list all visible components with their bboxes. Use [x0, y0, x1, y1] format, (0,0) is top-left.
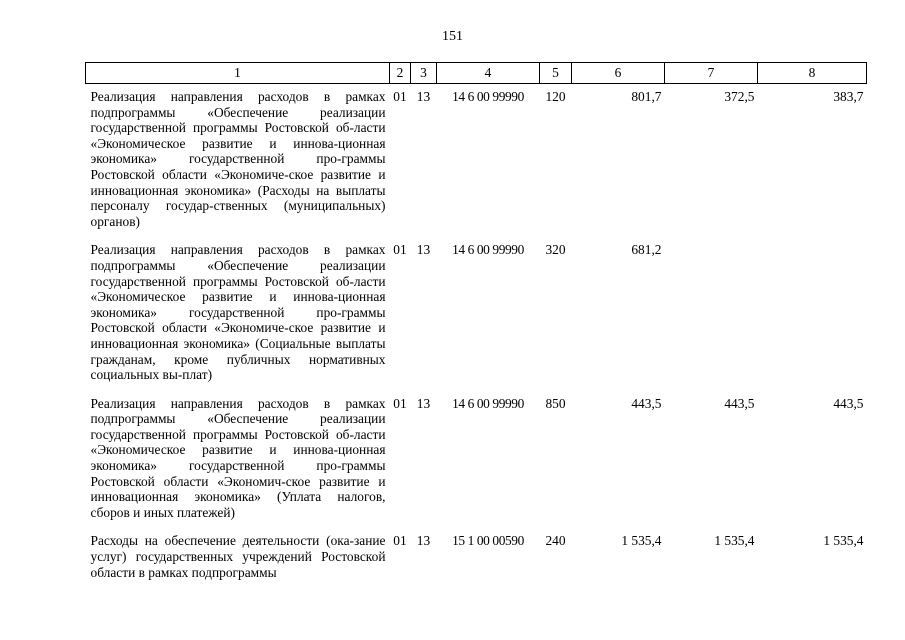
column-header-3: 3 — [411, 63, 437, 84]
expense-type-code: 240 — [545, 533, 566, 549]
amount-col-8: 383,7 — [833, 89, 864, 104]
page-number: 151 — [442, 29, 463, 44]
column-number-header — [86, 63, 867, 84]
subsection-code: 13 — [416, 533, 431, 549]
table-row — [86, 237, 867, 390]
subsection-code: 13 — [416, 395, 431, 411]
amount-col-6: 1 535,4 — [621, 533, 662, 549]
amount-col-7: 372,5 — [724, 89, 755, 104]
expense-description: Реализация направления расходов в рамках подпрограммы «Обеспечение реализации государственной программы Ростовской об-ласти «Экономическое развитие и иннова-ционная экономика» государственной про-граммы Ростовской области «Экономиче-ское развитие и инновационная экономика» (Расходы на выплаты персоналу государ-ственных (муниципальных) органов) — [90, 89, 386, 229]
expense-description: Реализация направления расходов в рамках подпрограммы «Обеспечение реализации государственной программы Ростовской об-ласти «Экономическое развитие и иннова-ционная экономика» государственной про-граммы Ростовской области «Экономич-ское развитие и инновационная экономика» (Уплата налогов, сборов и иных платежей) — [90, 395, 386, 520]
target-article-code: 14 6 00 99990 — [452, 395, 524, 411]
amount-col-6: 443,5 — [631, 395, 662, 411]
column-header-1: 1 — [86, 63, 390, 84]
section-code: 01 — [393, 395, 407, 411]
expense-description: Реализация направления расходов в рамках подпрограммы «Обеспечение реализации государственной программы Ростовской об-ласти «Экономическое развитие и иннова-ционная экономика» государственной про-граммы Ростовской области «Экономиче-ское развитие и инновационная экономика» (Социальные выплаты гражданам, кроме публичных нормативных социальных вы-плат) — [90, 242, 386, 383]
amount-col-8 — [758, 237, 867, 390]
amount-col-7: 443,5 — [724, 395, 755, 411]
amount-col-8: 443,5 — [833, 395, 864, 411]
table-row — [86, 84, 867, 238]
column-header-4: 4 — [437, 63, 540, 84]
column-header-5: 5 — [540, 63, 572, 84]
expense-description: Расходы на обеспечение деятельности (ока-зание услуг) государственных учреждений Ростовской области в рамках подпрограммы — [90, 533, 386, 580]
amount-col-8: 1 535,4 — [823, 533, 864, 549]
target-article-code: 15 1 00 00590 — [452, 533, 524, 549]
section-code: 01 — [393, 89, 407, 104]
expense-type-code: 320 — [545, 242, 566, 258]
target-article-code: 14 6 00 99990 — [452, 89, 524, 104]
column-header-6: 6 — [572, 63, 665, 84]
subsection-code: 13 — [416, 89, 431, 104]
section-code: 01 — [393, 533, 407, 549]
expense-type-code: 120 — [545, 89, 566, 104]
amount-col-7: 1 535,4 — [714, 533, 755, 549]
amount-col-6: 801,7 — [631, 89, 662, 104]
budget-table — [85, 62, 867, 588]
target-article-code: 14 6 00 99990 — [452, 242, 524, 258]
amount-col-7 — [665, 237, 758, 390]
table-row — [86, 528, 867, 588]
amount-col-6: 681,2 — [631, 242, 662, 258]
section-code: 01 — [393, 242, 407, 258]
column-header-2: 2 — [390, 63, 411, 84]
column-header-7: 7 — [665, 63, 758, 84]
subsection-code: 13 — [416, 242, 431, 258]
table-row — [86, 391, 867, 529]
column-header-8: 8 — [758, 63, 867, 84]
expense-type-code: 850 — [545, 395, 566, 411]
